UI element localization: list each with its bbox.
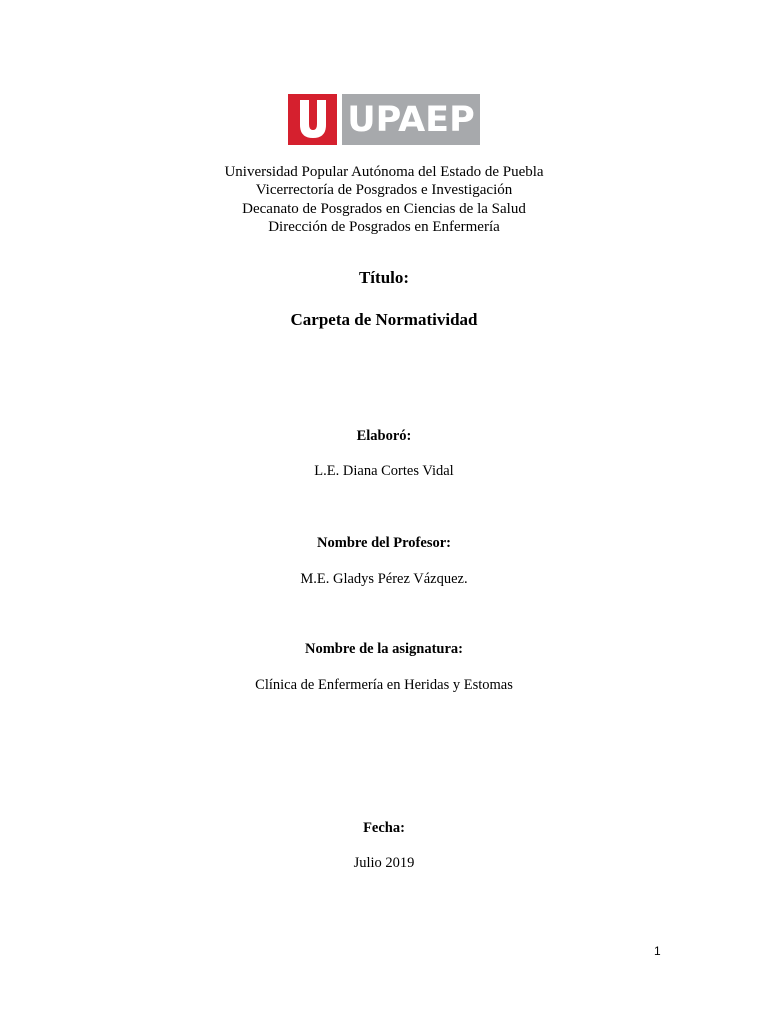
document-title: Carpeta de Normatividad <box>290 310 478 329</box>
professor-name: M.E. Gladys Pérez Vázquez. <box>300 571 468 587</box>
institution-block <box>0 163 768 236</box>
title-label: Título: <box>358 268 410 287</box>
vice-rectory: Vicerrectoría de Posgrados e Investigación <box>255 182 513 199</box>
upaep-u-mark-icon <box>288 94 337 145</box>
deanery: Decanato de Posgrados en Ciencias de la Salud <box>242 200 526 217</box>
professor-label: Nombre del Profesor: <box>317 535 451 551</box>
author-name: L.E. Diana Cortes Vidal <box>314 463 454 479</box>
logo-wordmark: UPAEP <box>342 94 480 145</box>
directorate: Dirección de Posgrados en Enfermería <box>268 218 500 235</box>
subject-name: Clínica de Enfermería en Heridas y Estomas <box>255 677 513 693</box>
author-label: Elaboró: <box>356 428 412 444</box>
date-value: Julio 2019 <box>353 855 415 871</box>
upaep-logo <box>288 94 480 145</box>
institution-name: Universidad Popular Autónoma del Estado de Puebla <box>224 164 544 180</box>
page-number: 1 <box>654 944 661 958</box>
date-label: Fecha: <box>363 820 405 836</box>
subject-label: Nombre de la asignatura: <box>304 641 464 657</box>
